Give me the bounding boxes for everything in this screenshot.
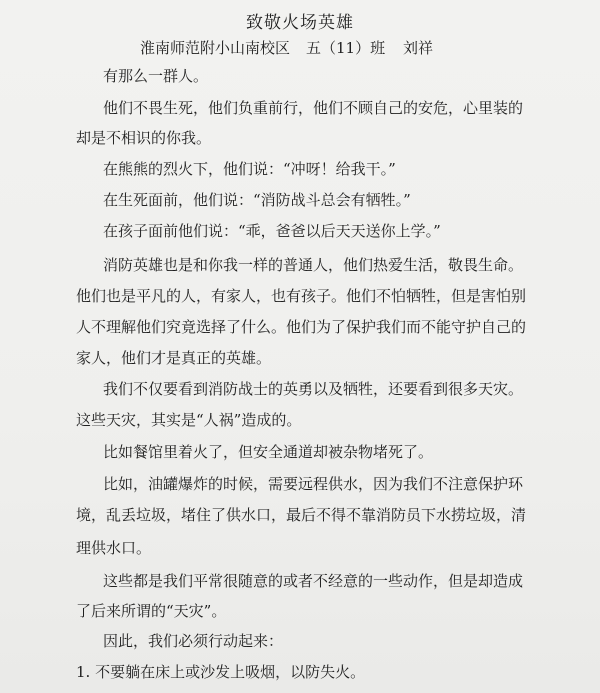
document-title: 致敬火场英雄	[246, 13, 354, 33]
text-line: 理供水口。	[76, 539, 152, 557]
byline-school: 淮南师范附小山南校区	[140, 39, 291, 57]
text-line: 他们也是平凡的人，有家人，也有孩子。他们不怕牺牲，但是害怕别	[76, 287, 527, 305]
text-line: 家人，他们才是真正的英雄。	[76, 349, 272, 367]
text-line: 因此，我们必须行动起来：	[103, 632, 284, 650]
text-line: 人不理解他们究竟选择了什么。他们为了保护我们而不能守护自己的	[76, 318, 527, 336]
text-line: 在熊熊的烈火下，他们说：“冲呀！给我干。”	[103, 160, 396, 178]
text-line: 他们不畏生死，他们负重前行，他们不顾自己的安危，心里装的	[103, 99, 524, 117]
byline	[0, 37, 600, 59]
text-line: 这些都是我们平常很随意的或者不经意的一些动作，但是却造成	[103, 572, 524, 590]
text-line: 在生死面前，他们说：“消防战斗总会有牺牲。”	[103, 191, 411, 209]
text-line: 1. 不要躺在床上或沙发上吸烟，以防失火。	[76, 663, 366, 681]
text-line: 有那么一群人。	[103, 67, 209, 85]
text-line: 比如，油罐爆炸的时候，需要远程供水，因为我们不注意保护环	[103, 475, 524, 493]
text-line: 境，乱丢垃圾，堵住了供水口，最后不得不靠消防员下水捞垃圾，清	[76, 506, 527, 524]
text-line: 消防英雄也是和你我一样的普通人，他们热爱生活，敬畏生命。	[103, 256, 524, 274]
byline-author: 刘祥	[403, 39, 434, 57]
text-line: 却是不相识的你我。	[76, 129, 212, 147]
text-line: 我们不仅要看到消防战士的英勇以及牺牲，还要看到很多天灾。	[103, 380, 524, 398]
text-line: 了后来所谓的“天灾”。	[76, 602, 227, 620]
text-line: 在孩子面前他们说：“乖，爸爸以后天天送你上学。”	[103, 222, 441, 240]
byline-class: 五（11）班	[306, 39, 386, 57]
text-line: 这些天灾，其实是“人祸”造成的。	[76, 411, 302, 429]
text-line: 比如餐馆里着火了，但安全通道却被杂物堵死了。	[103, 443, 434, 461]
